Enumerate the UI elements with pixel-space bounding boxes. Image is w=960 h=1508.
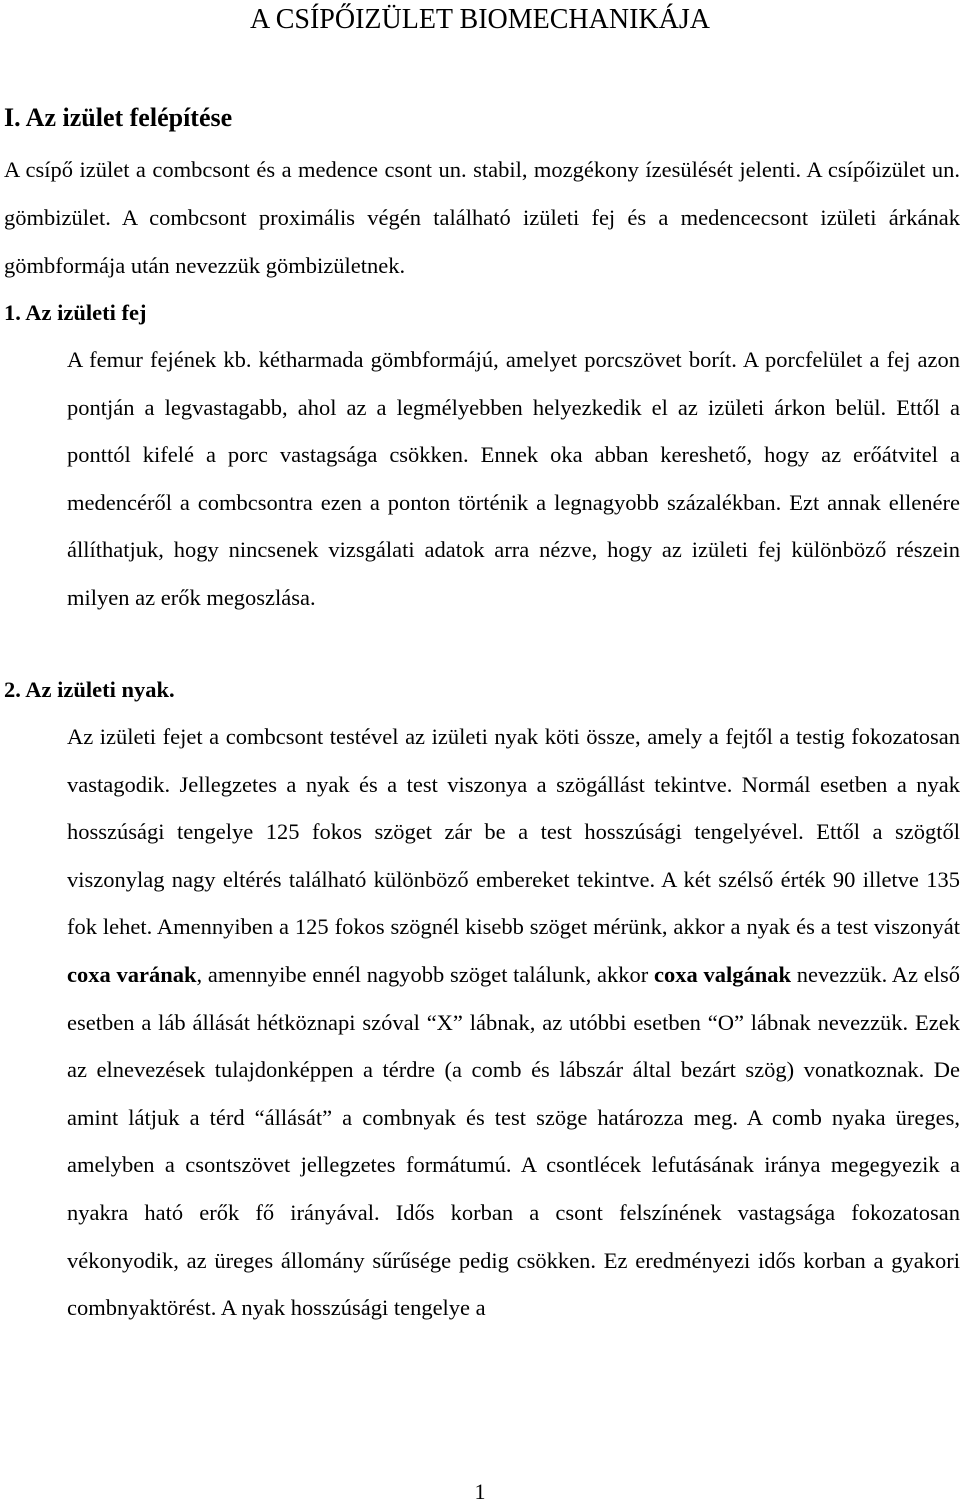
joint-neck-paragraph <box>67 713 960 1332</box>
joint-head-paragraph: A femur fejének kb. kétharmada gömbformájú, amelyet porcszövet borít. A porcfelület a fej azon pontján a legvastagabb, ahol az a legmélyebben helyezkedik el az izületi árkon belül. Ettől a ponttól kifelé a porc vastagsága csökken. Ennek oka abban kereshető, hogy az erőátvitel a medencéről a combcsontra ezen a ponton történik a legnagyobb százalékban. Ezt annak ellenére állíthatjuk, hogy nincsenek vizsgálati adatok arra nézve, hogy az izületi fej különböző részein milyen az erők megoszlása. <box>67 347 960 610</box>
term-coxa-vara: coxa varának <box>67 961 197 987</box>
joint-neck-text-part3: nevezzük. Az első esetben a láb állását hétköznapi szóval “X” lábnak, az utóbbi esetben “O” lábnak nevezzük. Ezek az elnevezések tulajdonképpen a térdre (a comb és lábszár által bezárt szög) vonatkoznak. De amint látjuk a térd “állását” a combnyak és test szöge határozza meg. A comb nyaka üreges, amelyben a csontszövet jellegzetes formátumú. A csontlécek lefutásának iránya megegyezik a nyakra ható erők fő irányával. Idős korban a csont felszínének vastagsága fokozatosan vékonyodik, az üreges állomány sűrűsége pedig csökken. Ez eredményezi idős korban a gyakori combnyaktörést. A nyak hosszúsági tengelye a <box>67 961 960 1321</box>
subsection-heading-joint-head: 1. Az izületi fej <box>4 300 147 325</box>
term-coxa-valga: coxa valgának <box>653 961 791 987</box>
section-heading-structure: I. Az izület felépítése <box>4 103 233 132</box>
page-number: 1 <box>474 1479 486 1504</box>
joint-neck-text-part1: Az izületi fejet a combcsont testével az izületi nyak köti össze, amely a fejtől a testig fokozatosan vastagodik. Jellegzetes a nyak és a test viszonya a szögállást tekintve. Normál esetben a nyak hosszúsági tengelye 125 fokos szöget zár be a test hosszúsági tengelyével. Ettől a szögtől viszonylag nagy eltérés található különböző embereket tekintve. A két szélső érték 90 illetve 135 fok lehet. Amennyiben a 125 fokos szögnél kisebb szöget mérünk, akkor a nyak és a test viszonyát <box>67 724 960 940</box>
joint-neck-text-part2: , amennyibe ennél nagyobb szöget találunk, akkor <box>196 961 654 987</box>
intro-paragraph: A csípő izület a combcsont és a medence csont un. stabil, mozgékony ízesülését jelenti. A csípőizület un. gömbizület. A combcsont proximális végén található izületi fej és a medencecsont izületi árkának gömbformája után nevezzük gömbizületnek. <box>4 157 960 278</box>
subsection-heading-joint-neck: 2. Az izületi nyak. <box>4 677 175 702</box>
document-title: A CSÍPŐIZÜLET BIOMECHANIKÁJA <box>250 4 710 35</box>
